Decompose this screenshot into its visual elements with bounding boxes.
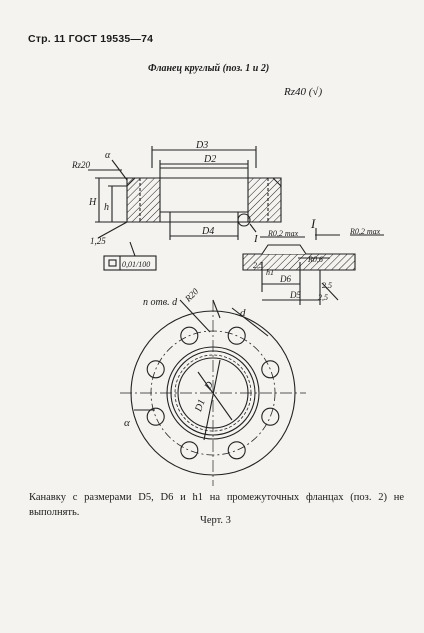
label-ra-right: R0,2 max: [350, 227, 381, 236]
label-node-i: I: [254, 233, 258, 245]
page-header: Стр. 11 ГОСТ 19535—74: [28, 33, 154, 45]
label-h-upper: H: [89, 197, 97, 208]
label-d6: D6: [280, 274, 291, 284]
section-left-wall: [127, 178, 160, 222]
caption-note: Канавку с размерами D5, D6 и h1 на промежуточных фланцах (поз. 2) не выполнять.: [29, 492, 404, 518]
label-alpha-plan: α: [124, 417, 130, 429]
label-2-5-bottom-b: 2,5: [318, 293, 328, 302]
label-d-outer: D: [202, 379, 216, 393]
label-holes: n отв. d: [143, 297, 178, 308]
label-d-pitch: d: [240, 307, 246, 319]
label-alpha-section: α: [105, 150, 111, 161]
detail-view: [243, 228, 384, 305]
bolt-hole: [262, 408, 279, 425]
label-h-lower: h: [104, 202, 109, 213]
label-2-5-left: 2,5: [253, 261, 263, 270]
drawing-title: Фланец круглый (поз. 1 и 2): [148, 63, 270, 74]
label-d4: D4: [202, 226, 215, 237]
label-d3: D3: [196, 140, 209, 151]
label-ra-center: R0,6: [308, 255, 323, 264]
roughness-general: Rz40: [284, 86, 306, 98]
figure-label: Черт. 3: [200, 515, 231, 526]
label-h1: h1: [266, 268, 274, 277]
section-right-wall: [248, 178, 281, 222]
bolt-hole: [181, 442, 198, 459]
label-rz20: Rz20: [72, 160, 90, 170]
plan-view: [120, 300, 306, 486]
bolt-hole: [147, 408, 164, 425]
bolt-hole: [228, 442, 245, 459]
detail-title: I: [311, 216, 316, 231]
label-2-5-bottom-a: 2,5: [322, 281, 332, 290]
label-d5: D5: [290, 290, 301, 300]
label-ra-left: R0,2 max: [268, 229, 299, 238]
label-chamfer: 1,25: [90, 236, 106, 246]
bolt-hole: [147, 361, 164, 378]
section-view: [88, 146, 281, 270]
roughness-other: (√): [308, 86, 323, 98]
label-r20: R20: [182, 286, 201, 304]
label-tolerance: 0,01/100: [122, 260, 151, 269]
label-d2: D2: [204, 154, 217, 165]
label-d1: D1: [193, 397, 208, 414]
